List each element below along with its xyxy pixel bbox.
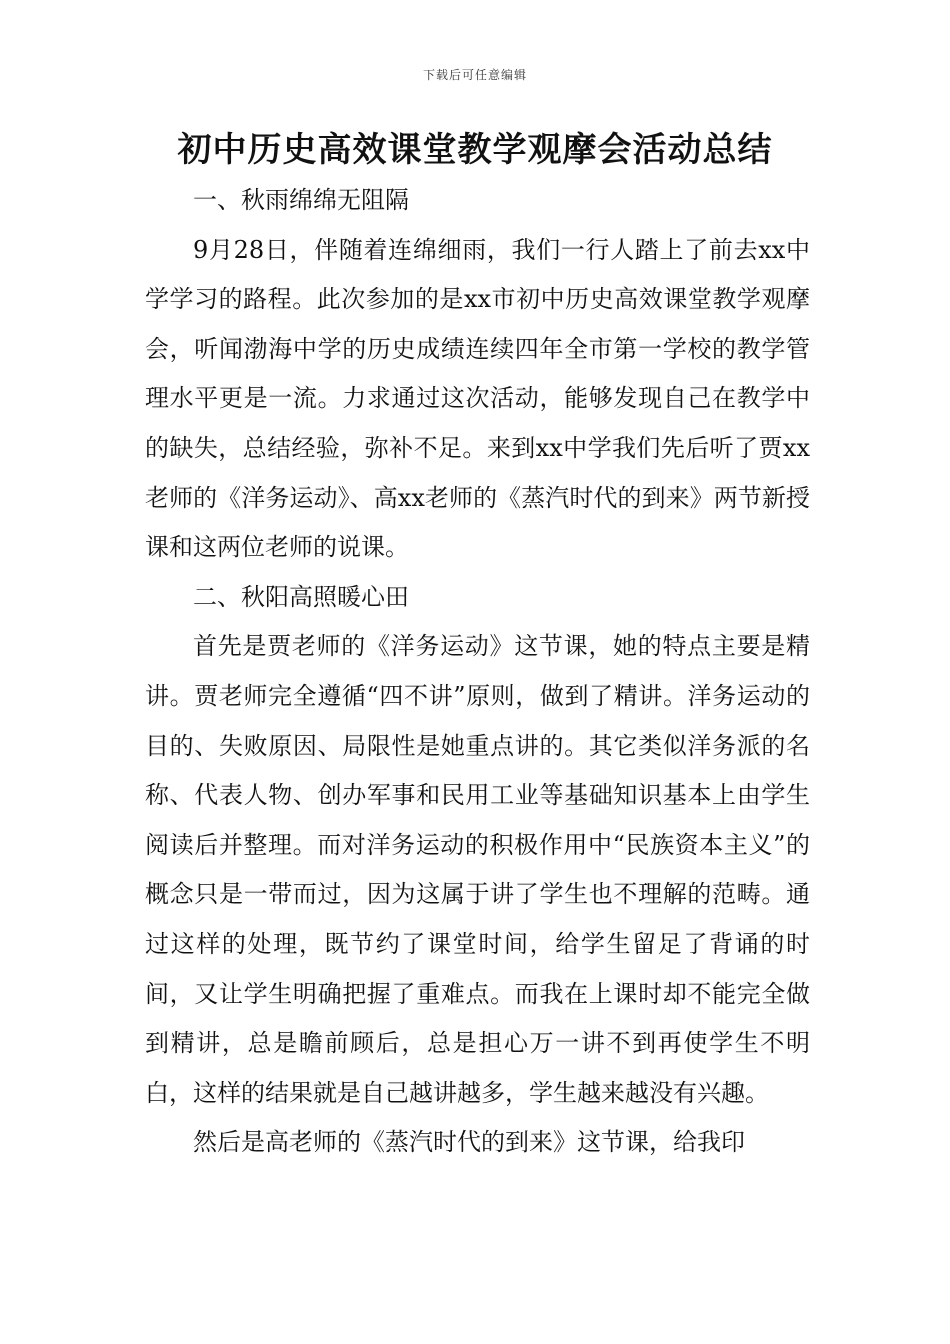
header-note: 下载后可任意编辑 (422, 68, 527, 82)
document-body (145, 176, 810, 1168)
paragraph-2: 首先是贾老师的《洋务运动》这节课，她的特点主要是精讲。贾老师完全遵循“四不讲”原则，做到了精讲。洋务运动的目的、失败原因、局限性是她重点讲的。其它类似洋务派的名称、代表人物、创办军事和民用工业等基础知识基本上由学生阅读后并整理。而对洋务运动的积极作用中“民族资本主义”的概念只是一带而过，因为这属于讲了学生也不理解的范畴。通过这样的处理，既节约了课堂时间，给学生留足了背诵的时间，又让学生明确把握了重难点。而我在上课时却不能完全做到精讲，总是瞻前顾后，总是担心万一讲不到再使学生不明白，这样的结果就是自己越讲越多，学生越来越没有兴趣。 (145, 632, 810, 1107)
section-heading-1: 一、秋雨绵绵无阻隔 (193, 186, 409, 214)
section-heading-2: 二、秋阳高照暖心田 (193, 582, 409, 611)
paragraph-1: 9月28日，伴随着连绵细雨，我们一行人踏上了前去xx中学学习的路程。此次参加的是xx市初中历史高效课堂教学观摩会，听闻渤海中学的历史成绩连续四年全市第一学校的教学管理水平更是一流。力求通过这次活动，能够发现自己在教学中的缺失，总结经验，弥补不足。来到xx中学我们先后听了贾xx老师的《洋务运动》、高xx老师的《蒸汽时代的到来》两节新授课和这两位老师的说课。 (145, 235, 810, 562)
document-title: 初中历史高效课堂教学观摩会活动总结 (177, 130, 773, 170)
paragraph-3: 然后是高老师的《蒸汽时代的到来》这节课，给我印 (193, 1128, 745, 1157)
